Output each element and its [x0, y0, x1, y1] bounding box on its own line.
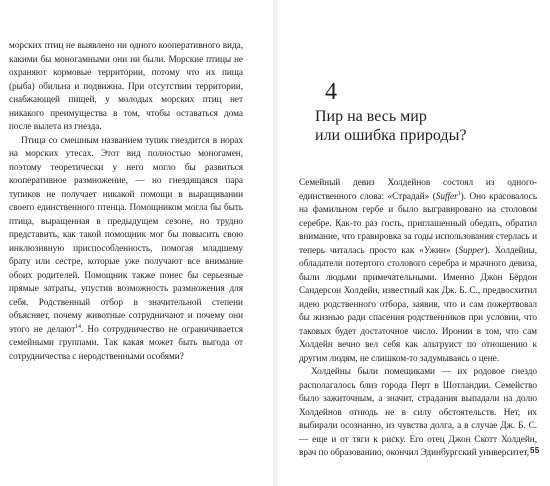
left-page-body [9, 40, 243, 364]
italic-suffer: Suffer [435, 191, 458, 202]
right-page-body [299, 177, 537, 461]
p1-text-middle: ). Оно красовалось на фамильном гербе и было выгравировано на столовом серебре. Как-то раз гость, приглашенный обедать, обратил внимание, что гравировка за годы использования стерлась и теперь читалась просто как «Ужин» ( [299, 191, 538, 256]
left-paragraph-2: Птица со смешным названием тупик гнездится в норах на морских утесах. Этот вид полностью моногамен, поэтому теоретически у него могло бы развиться кооперативное размножение, — но гнездящаяся пара тупиков не получает никакой помощи в выращивании своего единственного птенца. Помощником могла бы быть птица, выращенная в предыдущем сезоне, но трудно представить, как такой помощник мог бы повысить свою инклюзивную приспособленность, помогая младшему брату или сестре, которые уже получают все внимание обоих родителей. Помощник также понес бы серьезные прямые затраты, упустив возможность размножения для себя. Родственный отбор в значительной степени объясняет, почему животные сотрудничают и почему они этого не делают$^{14}$. Но сотрудничество не ограничивается семейными группами. Так какая может быть выгода от сотрудничества с неродственными особями? [9, 135, 243, 362]
p1-text-end: ). Холдейны, обладатели потертого столового серебра и мрачного девиза, были людьми примечательными. Именно Джон Бёрдон Сандерсон Холдейн, известный как Дж. Б. С., предвосхитил идею родственного отбора, заявив, что и сам пожертвовал бы жизнью ради спасения родственников при условии, что таковых будет достаточное число. Иронии в том, что сам Холдейн вечно вел себя как альтруист по отношению к другим людям, не слишком-то задумываясь о цене. [299, 245, 537, 364]
chapter-number: 4 [325, 79, 337, 105]
chapter-title [315, 107, 535, 145]
left-paragraph-2-tail: Но сотрудничество не ограничивается семейными группами. Так какая может быть выгода от сотрудничества с неродственными особями? [9, 324, 243, 362]
chapter-title-line-1: Пир на весь мир [315, 108, 427, 125]
left-paragraph-1: морских птиц не выявлено ни одного кооперативного вида, какими бы моногамными они ни были. Морские птицы не охраняют кормовые территории, потому что их пища (рыба) обильна и подвижна. При отсутствии территории, снабжающей пищей, у молодых морских птиц нет никакого преимущества в том, чтобы оставаться дома после вылета из гнезда. [9, 41, 243, 132]
right-page [277, 0, 550, 486]
footnote-ref-1[interactable]: 1 [457, 190, 461, 197]
right-paragraph-2: Холдейны были помещиками — их родовое гнездо располагалось близ города Перт в Шотландии. Семейство было зажиточным, а значит, страдания выпадали на долю Холдейнов отнюдь не в силу обстоятельств. Нет, их выбирали осознанно, из чувства долга, а в случае Дж. Б. С. — еще и от тяги к риску. Его отец Джон Скотт Холдейн, врач по образованию, окончил Эдинбургский университет, [299, 367, 537, 458]
footnote-ref-14[interactable]: 14 [75, 323, 81, 330]
left-paragraph-2-text: Птица со смешным названием тупик гнездится в норах на морских утесах. Этот вид полностью моногамен, поэтому теоретически у него могло бы развиться кооперативное размножение, — но гнездящаяся пара тупиков не получает никакой помощи в выращивании своего единственного птенца. Помощником могла бы быть птица, выращенная в предыдущем сезоне, но трудно представить, как такой помощник мог бы повысить свою инклюзивную приспособленность, помогая младшему брату или сестре, которые уже получают все внимание обоих родителей. Помощник также понес бы серьезные прямые затраты, упустив возможность размножения для себя. Родственный отбор в значительной степени объясняет, почему животные сотрудничают и почему они этого не делают [9, 135, 243, 335]
chapter-title-line-2: или ошибка природы? [315, 127, 467, 144]
left-page [0, 0, 274, 486]
italic-supper: Supper [458, 245, 485, 256]
page-number: 55 [530, 446, 540, 455]
right-paragraph-1 [299, 177, 537, 366]
p1-text-start: Семейный девиз Холдейнов состоял из одного-единственного слова: «Страдай» ( [299, 178, 537, 202]
